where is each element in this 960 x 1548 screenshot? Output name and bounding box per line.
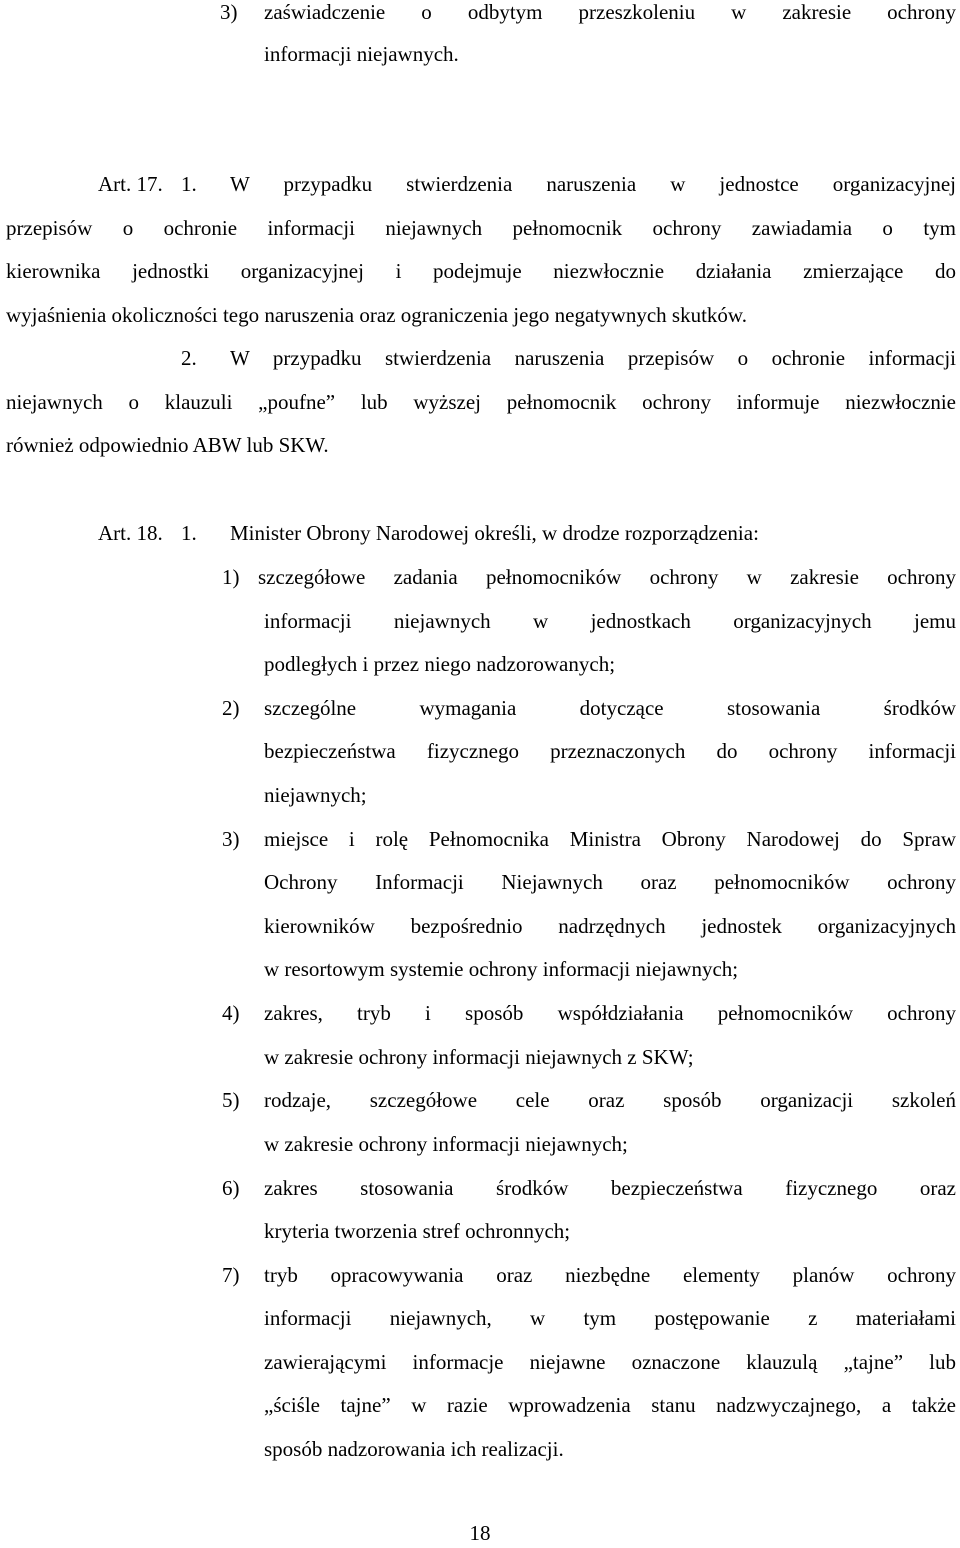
paragraph-number: 1. bbox=[181, 521, 197, 545]
item-line: kierowników bezpośrednio nadrzędnych jednostek organizacyjnych bbox=[264, 914, 956, 938]
item-number: 4) bbox=[222, 1001, 240, 1025]
paragraph-intro: Minister Obrony Narodowej określi, w drodze rozporządzenia: bbox=[230, 521, 759, 545]
item-number: 1) bbox=[222, 565, 240, 589]
item-line: w zakresie ochrony informacji niejawnych z SKW; bbox=[264, 1045, 694, 1069]
item-number: 3) bbox=[220, 0, 238, 24]
item-line: „ściśle tajne” w razie wprowadzenia stanu nadzwyczajnego, a także bbox=[264, 1393, 956, 1417]
paragraph-line: niejawnych o klauzuli „poufne” lub wyższej pełnomocnik ochrony informuje niezwłocznie bbox=[6, 390, 956, 414]
item-line: w zakresie ochrony informacji niejawnych; bbox=[264, 1132, 628, 1156]
paragraph-line: W przypadku stwierdzenia naruszenia w jednostce organizacyjnej bbox=[230, 172, 956, 196]
item-line: informacji niejawnych. bbox=[264, 42, 459, 66]
item-line: kryteria tworzenia stref ochronnych; bbox=[264, 1219, 571, 1243]
paragraph-line: W przypadku stwierdzenia naruszenia przepisów o ochronie informacji bbox=[230, 346, 956, 370]
paragraph-number: 1. bbox=[181, 172, 197, 196]
item-line: sposób nadzorowania ich realizacji. bbox=[264, 1437, 564, 1461]
item-line: miejsce i rolę Pełnomocnika Ministra Obrony Narodowej do Spraw bbox=[264, 827, 956, 851]
item-number: 3) bbox=[222, 827, 240, 851]
item-number: 5) bbox=[222, 1088, 240, 1112]
paragraph-line: również odpowiednio ABW lub SKW. bbox=[6, 433, 329, 457]
item-line: podległych i przez niego nadzorowanych; bbox=[264, 652, 616, 676]
item-line: informacji niejawnych w jednostkach organizacyjnych jemu bbox=[264, 609, 956, 633]
item-line: Ochrony Informacji Niejawnych oraz pełnomocników ochrony bbox=[264, 870, 956, 894]
paragraph-line: kierownika jednostki organizacyjnej i podejmuje niezwłocznie działania zmierzające do bbox=[6, 259, 956, 283]
item-line: rodzaje, szczegółowe cele oraz sposób organizacji szkoleń bbox=[264, 1088, 956, 1112]
item-line: szczegółowe zadania pełnomocników ochrony w zakresie ochrony bbox=[258, 565, 956, 589]
item-number: 7) bbox=[222, 1263, 240, 1287]
item-number: 2) bbox=[222, 696, 240, 720]
page-number: 18 bbox=[469, 1521, 491, 1545]
item-line: niejawnych; bbox=[264, 783, 367, 807]
item-line: zaświadczenie o odbytym przeszkoleniu w zakresie ochrony bbox=[264, 0, 956, 24]
item-line: informacji niejawnych, w tym postępowanie z materiałami bbox=[264, 1306, 956, 1330]
item-line: tryb opracowywania oraz niezbędne elementy planów ochrony bbox=[264, 1263, 956, 1287]
item-number: 6) bbox=[222, 1176, 240, 1200]
item-line: zakres, tryb i sposób współdziałania pełnomocników ochrony bbox=[264, 1001, 956, 1025]
article-heading: Art. 18. bbox=[98, 521, 163, 545]
paragraph-line: przepisów o ochronie informacji niejawnych pełnomocnik ochrony zawiadamia o tym bbox=[6, 216, 956, 240]
paragraph-number: 2. bbox=[181, 346, 197, 370]
item-line: w resortowym systemie ochrony informacji niejawnych; bbox=[264, 957, 739, 981]
item-line: zakres stosowania środków bezpieczeństwa fizycznego oraz bbox=[264, 1176, 956, 1200]
item-line: bezpieczeństwa fizycznego przeznaczonych do ochrony informacji bbox=[264, 739, 956, 763]
paragraph-line: wyjaśnienia okoliczności tego naruszenia oraz ograniczenia jego negatywnych skutków. bbox=[6, 303, 747, 327]
item-line: szczególne wymagania dotyczące stosowania środków bbox=[264, 696, 956, 720]
item-line: zawierającymi informacje niejawne oznaczone klauzulą „tajne” lub bbox=[264, 1350, 956, 1374]
article-heading: Art. 17. bbox=[98, 172, 163, 196]
